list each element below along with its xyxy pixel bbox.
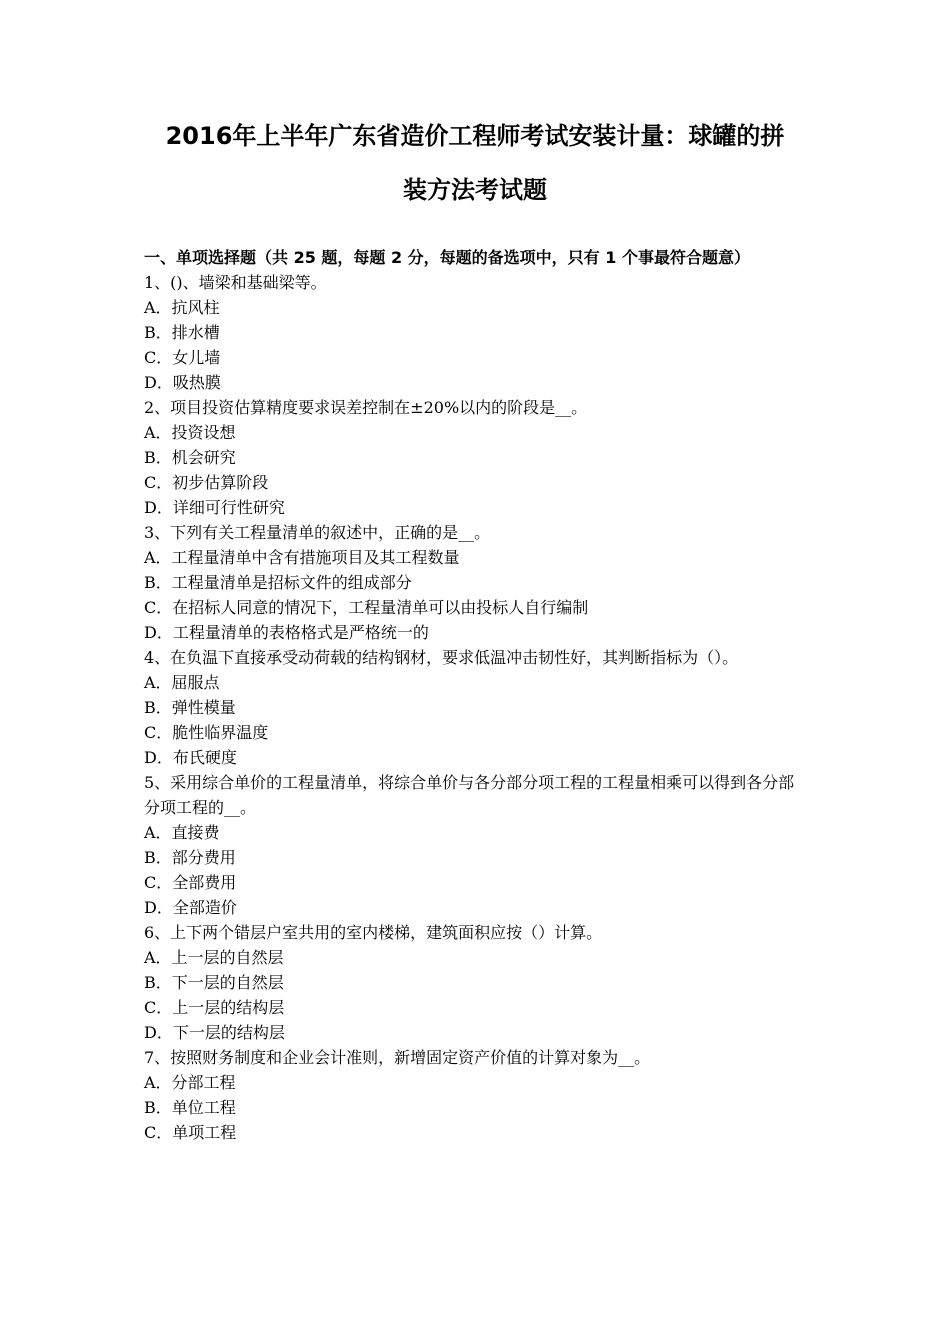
option-b: B．部分费用 xyxy=(144,848,236,867)
option-b: B．机会研究 xyxy=(144,448,236,467)
option-c: C．全部费用 xyxy=(144,873,237,892)
question-5 xyxy=(144,770,808,920)
option-a: A．上一层的自然层 xyxy=(144,948,284,967)
question-4 xyxy=(144,645,808,770)
question-stem: 3、下列有关工程量清单的叙述中，正确的是__。 xyxy=(144,523,491,542)
document-title-line-2: 装方法考试题 xyxy=(403,176,547,204)
question-1 xyxy=(144,270,808,395)
document-body xyxy=(144,245,808,1145)
option-a: A．分部工程 xyxy=(144,1073,236,1092)
question-stem: 7、按照财务制度和企业会计准则，新增固定资产价值的计算对象为__。 xyxy=(144,1048,651,1067)
document-title-line-1: 2016年上半年广东省造价工程师考试安装计量：球罐的拼 xyxy=(165,122,785,150)
option-c: C．单项工程 xyxy=(144,1123,237,1142)
option-b: B．排水槽 xyxy=(144,323,220,342)
option-a: A．屈服点 xyxy=(144,673,220,692)
option-d: D．吸热膜 xyxy=(144,373,221,392)
option-c: C．脆性临界温度 xyxy=(144,723,269,742)
question-stem: 1、()、墙梁和基础梁等。 xyxy=(144,273,327,292)
option-a: A．直接费 xyxy=(144,823,220,842)
option-c: C．在招标人同意的情况下，工程量清单可以由投标人自行编制 xyxy=(144,598,589,617)
question-2 xyxy=(144,395,808,520)
option-d: D．全部造价 xyxy=(144,898,237,917)
option-b: B．下一层的自然层 xyxy=(144,973,284,992)
question-7 xyxy=(144,1045,808,1145)
option-d: D．详细可行性研究 xyxy=(144,498,285,517)
question-stem: 4、在负温下直接承受动荷载的结构钢材，要求低温冲击韧性好，其判断指标为（）。 xyxy=(144,648,739,667)
option-c: C．女儿墙 xyxy=(144,348,221,367)
option-d: D．布氏硬度 xyxy=(144,748,237,767)
question-6 xyxy=(144,920,808,1045)
option-d: D．下一层的结构层 xyxy=(144,1023,285,1042)
option-b: B．弹性模量 xyxy=(144,698,236,717)
option-c: C．上一层的结构层 xyxy=(144,998,285,1017)
option-a: A．投资设想 xyxy=(144,423,236,442)
question-stem: 2、项目投资估算精度要求误差控制在±20%以内的阶段是__。 xyxy=(144,398,588,417)
option-d: D．工程量清单的表格格式是严格统一的 xyxy=(144,623,429,642)
option-a: A．抗风柱 xyxy=(144,298,220,317)
question-stem: 5、采用综合单价的工程量清单，将综合单价与各分部分项工程的工程量相乘可以得到各分部分项工程的__。 xyxy=(144,773,795,817)
option-c: C．初步估算阶段 xyxy=(144,473,269,492)
question-stem: 6、上下两个错层户室共用的室内楼梯，建筑面积应按（）计算。 xyxy=(144,923,603,942)
section-heading: 一、单项选择题（共 25 题，每题 2 分，每题的备选项中，只有 1 个事最符合题意） xyxy=(144,248,750,267)
option-a: A．工程量清单中含有措施项目及其工程数量 xyxy=(144,548,460,567)
option-b: B．工程量清单是招标文件的组成部分 xyxy=(144,573,412,592)
option-b: B．单位工程 xyxy=(144,1098,236,1117)
question-3 xyxy=(144,520,808,645)
